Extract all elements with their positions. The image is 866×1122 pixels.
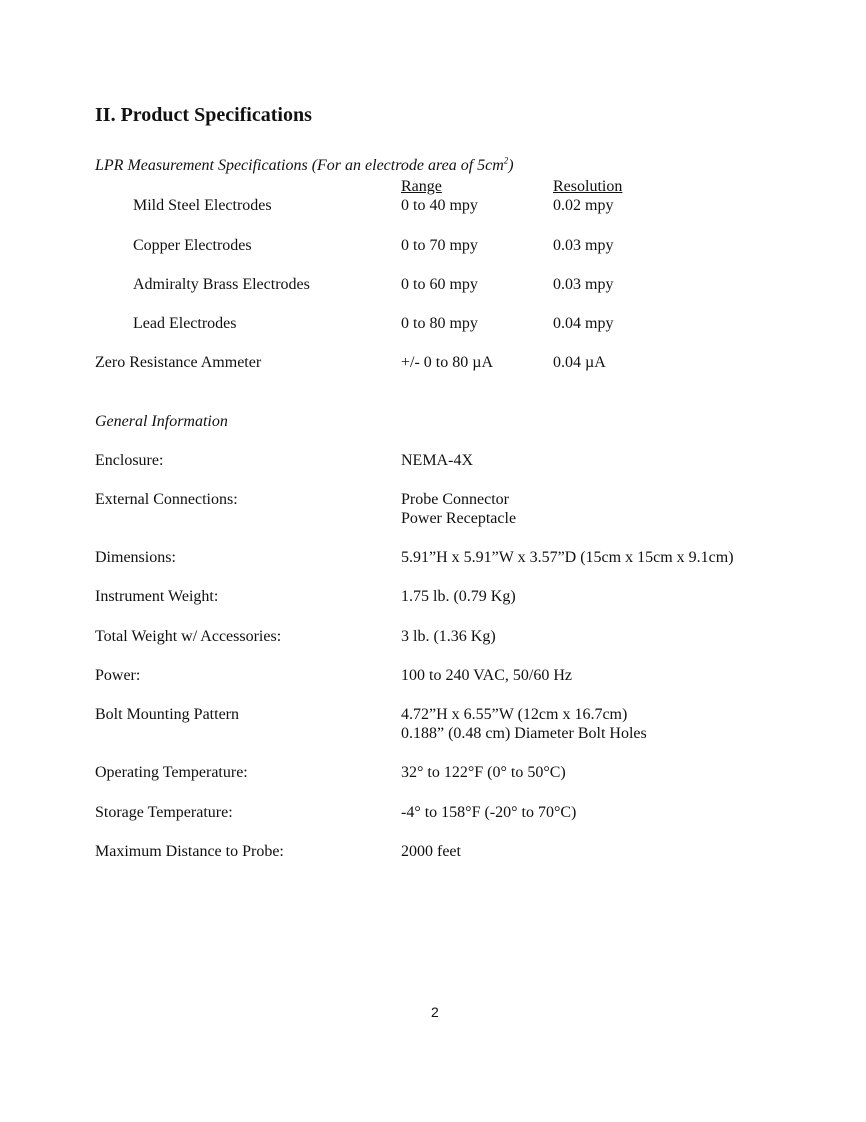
range-column-header: Range <box>401 178 442 195</box>
general-info-title: General Information <box>95 413 228 430</box>
spec-label: Power: <box>95 667 141 684</box>
zra-name: Zero Resistance Ammeter <box>95 354 262 371</box>
electrode-name: Copper Electrodes <box>133 237 252 254</box>
electrode-name: Mild Steel Electrodes <box>133 197 272 214</box>
spec-label: Maximum Distance to Probe: <box>95 843 284 860</box>
electrode-resolution: 0.04 mpy <box>553 315 614 332</box>
lpr-title-text: LPR Measurement Specifications (For an electrode area of 5cm <box>95 157 504 174</box>
lpr-title-close: ) <box>508 157 514 174</box>
spec-value: -4° to 158°F (-20° to 70°C) <box>401 804 577 821</box>
electrode-name: Admiralty Brass Electrodes <box>133 276 310 293</box>
lpr-title-superscript: 2 <box>503 155 509 166</box>
spec-value-line2: Power Receptacle <box>401 510 517 527</box>
electrode-range: 0 to 80 mpy <box>401 315 478 332</box>
zra-range: +/- 0 to 80 µA <box>401 354 494 371</box>
spec-value: 3 lb. (1.36 Kg) <box>401 628 496 645</box>
spec-value: 2000 feet <box>401 843 461 860</box>
spec-value: 32° to 122°F (0° to 50°C) <box>401 764 566 781</box>
resolution-column-header: Resolution <box>553 178 623 195</box>
electrode-range: 0 to 60 mpy <box>401 276 478 293</box>
spec-value: 1.75 lb. (0.79 Kg) <box>401 588 516 605</box>
zra-resolution: 0.04 µA <box>553 354 606 371</box>
section-title: II. Product Specifications <box>95 104 312 126</box>
spec-label: Dimensions: <box>95 549 176 566</box>
electrode-range: 0 to 40 mpy <box>401 197 478 214</box>
spec-value: 100 to 240 VAC, 50/60 Hz <box>401 667 572 684</box>
electrode-name: Lead Electrodes <box>133 315 237 332</box>
spec-label: Enclosure: <box>95 452 164 469</box>
spec-label: Operating Temperature: <box>95 764 248 781</box>
spec-value: Probe Connector <box>401 491 509 508</box>
spec-value: 5.91”H x 5.91”W x 3.57”D (15cm x 15cm x 9.1cm) <box>401 549 734 566</box>
spec-value: 4.72”H x 6.55”W (12cm x 16.7cm) <box>401 706 628 723</box>
page-number: 2 <box>431 1004 439 1020</box>
spec-label: Storage Temperature: <box>95 804 233 821</box>
spec-label: Total Weight w/ Accessories: <box>95 628 282 645</box>
spec-label: Bolt Mounting Pattern <box>95 706 239 723</box>
lpr-specs-title <box>95 156 514 175</box>
spec-label: Instrument Weight: <box>95 588 219 605</box>
spec-label: External Connections: <box>95 491 238 508</box>
electrode-resolution: 0.03 mpy <box>553 237 614 254</box>
electrode-resolution: 0.02 mpy <box>553 197 614 214</box>
spec-value: NEMA-4X <box>401 452 473 469</box>
electrode-resolution: 0.03 mpy <box>553 276 614 293</box>
electrode-range: 0 to 70 mpy <box>401 237 478 254</box>
spec-value-line2: 0.188” (0.48 cm) Diameter Bolt Holes <box>401 725 647 742</box>
